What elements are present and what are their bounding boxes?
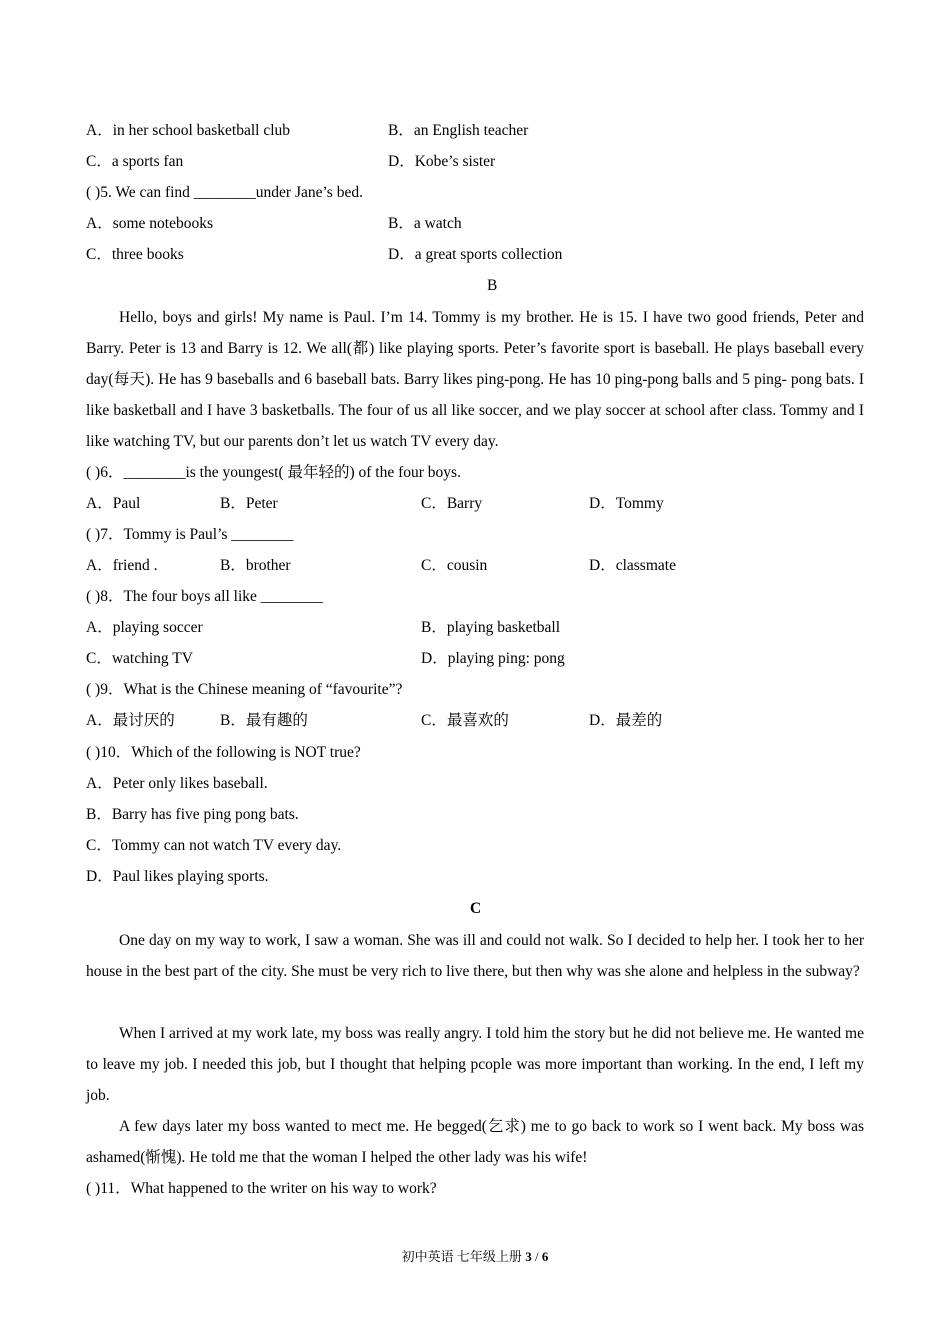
q11-stem: ( )11．What happened to the writer on his way to work? xyxy=(86,1180,437,1197)
section-b-heading: B xyxy=(487,277,498,294)
q4-option-a: A．in her school basketball club xyxy=(86,122,291,139)
q5-option-d: D．a great sports collection xyxy=(388,246,563,263)
q9-option-d: D．最差的 xyxy=(589,712,663,729)
footer-separator: / xyxy=(531,1249,542,1264)
q5-option-b: B．a watch xyxy=(388,215,462,232)
q5-option-a: A．some notebooks xyxy=(86,215,214,232)
q10-option-b: B．Barry has five ping pong bats. xyxy=(86,806,299,823)
q4-option-d: D．Kobe’s sister xyxy=(388,153,496,170)
q8-option-c: C．watching TV xyxy=(86,650,193,667)
q10-option-a: A．Peter only likes baseball. xyxy=(86,775,268,792)
q10-option-c: C．Tommy can not watch TV every day. xyxy=(86,837,342,854)
section-c-paragraph-3: A few days later my boss wanted to mect me. He begged(乞求) me to go back to work so I went back. My boss was ashamed(惭愧). He told me that the woman I helped the other lady was his wife! xyxy=(86,1118,864,1166)
q10-option-d: D．Paul likes playing sports. xyxy=(86,868,269,885)
section-b-passage: Hello, boys and girls! My name is Paul. I’m 14. Tommy is my brother. He is 15. I have two good friends, Peter and Barry. Peter is 13 and Barry is 12. We all(都) like playing sports. Peter’s favorite sport is baseball. He plays baseball every day(每天). He has 9 baseballs and 6 baseball bats. Barry likes ping-pong. He has 10 ping-pong balls and 5 ping- pong bats. I like basketball and I have 3 basketballs. The four of us all like soccer, and we play soccer at school after class. Tommy and I like watching TV, but our parents don’t let us watch TV every day. xyxy=(86,309,864,450)
footer-page-number: 3 xyxy=(525,1249,532,1264)
section-c-paragraph-2: When I arrived at my work late, my boss was really angry. I told him the story but he did not believe me. He wanted me to leave my job. I needed this job, but I thought that helping pcople was more important than working. In the end, I left my job. xyxy=(86,1025,864,1104)
q6-option-d: D．Tommy xyxy=(589,495,664,512)
q9-option-b: B．最有趣的 xyxy=(220,712,308,729)
page-footer xyxy=(0,1246,950,1265)
q5-option-c: C．three books xyxy=(86,246,184,263)
q5-stem: ( )5. We can find ________under Jane’s bed. xyxy=(86,184,363,201)
q7-option-d: D．classmate xyxy=(589,557,676,574)
q10-stem: ( )10．Which of the following is NOT true? xyxy=(86,744,361,761)
q6-option-c: C．Barry xyxy=(421,495,483,512)
q7-stem: ( )7．Tommy is Paul’s ________ xyxy=(86,526,294,543)
q7-option-c: C．cousin xyxy=(421,557,488,574)
q9-stem: ( )9．What is the Chinese meaning of “favourite”? xyxy=(86,681,403,698)
footer-page-total: 6 xyxy=(541,1249,549,1264)
footer-subject: 初中英语 七年级上册 xyxy=(401,1249,522,1264)
q4-option-c: C．a sports fan xyxy=(86,153,184,170)
q7-option-a: A．friend . xyxy=(86,557,158,574)
q9-option-c: C．最喜欢的 xyxy=(421,712,509,729)
q7-option-b: B．brother xyxy=(220,557,291,574)
q8-option-d: D．playing ping: pong xyxy=(421,650,565,667)
section-c-heading: C xyxy=(470,900,482,917)
q6-option-a: A．Paul xyxy=(86,495,141,512)
q8-stem: ( )8．The four boys all like ________ xyxy=(86,588,323,605)
q6-option-b: B．Peter xyxy=(220,495,278,512)
q4-option-b: B．an English teacher xyxy=(388,122,529,139)
q6-stem: ( )6．________is the youngest( 最年轻的) of the four boys. xyxy=(86,464,461,481)
q9-option-a: A．最讨厌的 xyxy=(86,712,175,729)
q8-option-b: B．playing basketball xyxy=(421,619,561,636)
section-c-paragraph-1: One day on my way to work, I saw a woman. She was ill and could not walk. So I decided to help her. I took her to her house in the best part of the city. She must be very rich to live there, but then why was she alone and helpless in the subway? xyxy=(86,932,864,980)
q8-option-a: A．playing soccer xyxy=(86,619,203,636)
